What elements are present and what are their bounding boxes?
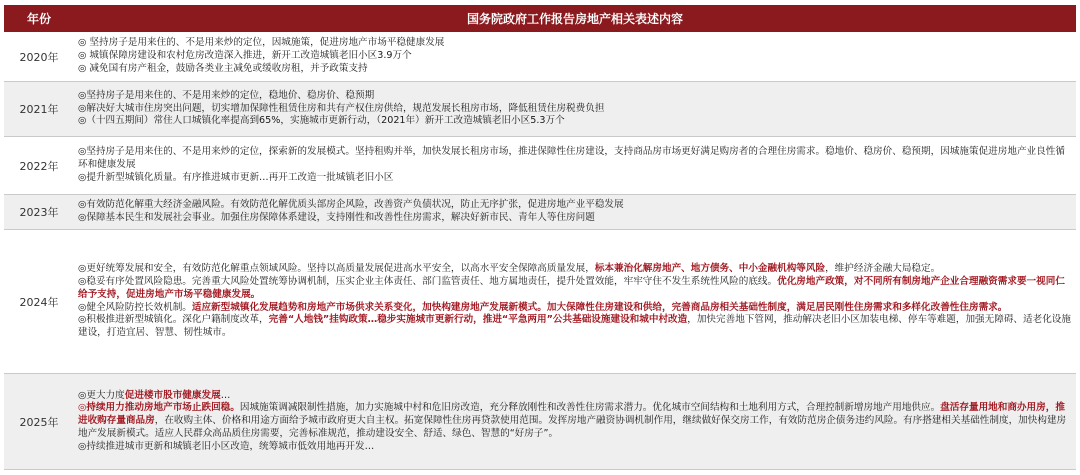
highlight-text: ◎持续用力推动房地产市场止跌回稳。 — [78, 402, 240, 414]
body-text: ◎持续推进城市更新和城镇老旧小区改造，统筹城市低效用地再开发… — [78, 440, 375, 452]
body-text: ◎稳妥有序处置风险隐患。完善重大风险处置统筹协调机制，压实企业主体责任、部门监管责任、地方属地责任，提升处置效能，牢牢守住不发生系统性风险的底线。 — [78, 275, 778, 287]
highlight-text: 标本兼治化解房地产、地方债务、中小金融机构等风险 — [594, 263, 826, 275]
header-content: 国务院政府工作报告房地产相关表述内容 — [466, 12, 683, 26]
body-text: … — [220, 389, 231, 401]
row-content — [74, 137, 1076, 194]
body-text: ◎坚持房子是用来住的、不是用来炒的定位，探索新的发展模式。坚持租购并举，加快发展长租房市场，推进保障性住房建设，支持商品房市场更好满足购房者的合理住房需求。稳地价、稳房价、稳预期，因城施策促进房地产业良性循环和健康发展 — [78, 146, 1065, 171]
content-paragraph — [78, 314, 1072, 340]
body-text: ◎积极推进新型城镇化。深化户籍制度改革， — [78, 314, 269, 326]
row-content — [74, 374, 1076, 469]
content-paragraph — [78, 390, 1072, 403]
table-row — [4, 137, 1076, 195]
content-paragraph — [78, 212, 1072, 225]
table-row — [4, 374, 1076, 470]
body-text: ◎更好统筹发展和安全，有效防范化解重点领域风险。坚持以高质量发展促进高水平安全，以高水平安全保障高质量发展， — [78, 263, 595, 275]
body-text: ，加快完善地下管网，推动解决老旧小区加装电梯、停车等难题，加强无障碍、适老化设施建设，打造宜居、智慧、韧性城市。 — [78, 314, 1071, 339]
body-text: ◎更大力度 — [78, 389, 125, 401]
content-paragraph — [78, 302, 1072, 315]
body-text: ◎解决好大城市住房突出问题，切实增加保障性租赁住房和共有产权住房供给，规范发展长租房市场，降低租赁住房税费负担 — [78, 102, 605, 114]
row-year: 2021年 — [19, 103, 59, 116]
body-text: ◎坚持房子是用来住的、不是用来炒的定位，稳地价、稳房价、稳预期 — [78, 89, 375, 101]
body-text: 因城施策调减限制性措施，加力实施城中村和危旧房改造，充分释放刚性和改善性住房需求潜力。优化城市空间结构和土地利用方式，合理控制新增房地产用地供应。 — [239, 402, 941, 414]
highlight-text: 完善“人地钱”挂钩政策…稳步实施城市更新行动，推进“平急两用”公共基础设施建设和城中村改造 — [268, 314, 688, 326]
table-body — [4, 32, 1076, 470]
content-paragraph — [78, 172, 1072, 185]
content-paragraph — [78, 115, 1072, 128]
table-row — [4, 195, 1076, 230]
table-header — [4, 5, 1076, 32]
table-row — [4, 32, 1076, 82]
body-text: ，在收购主体、价格和用途方面给予城市政府更大自主权。拓宽保障性住房再贷款使用范围。发挥房地产融资协调机制作用，继续做好保交房工作，有效防范房企债务违约风险。有序搭建相关基础性制度，加快构建房地产发展新模式。适应人民群众高品质住房需要，完善标准规范，推动建设安全、舒适、绿色、智慧的“好房子”。 — [78, 415, 1067, 439]
highlight-text: 优化房地产政策，对不同所有制房地产企业合理融资需求要一视同仁给予支持，促进房地产市场平稳健康发展。 — [78, 275, 1065, 300]
row-year: 2023年 — [19, 206, 59, 219]
content-paragraph — [78, 276, 1072, 302]
highlight-text: 适应新型城镇化发展趋势和房地产市场供求关系变化，加快构建房地产发展新模式。加大保障性住房建设和供给，完善商品房相关基础性制度，满足居民刚性住房需求和多样化改善性住房需求。 — [191, 301, 1008, 313]
body-text: ◎健全风险防控长效机制。 — [78, 301, 192, 313]
body-text: ◎保障基本民生和发展社会事业。加强住房保障体系建设，支持刚性和改善性住房需求，解决好新市民、青年人等住房问题 — [78, 212, 595, 223]
row-content — [74, 32, 1076, 81]
policy-table — [4, 5, 1076, 470]
row-year: 2025年 — [19, 415, 59, 429]
content-paragraph — [78, 199, 1072, 212]
content-paragraph — [78, 146, 1072, 172]
body-text: ，维护经济金融大局稳定。 — [825, 263, 941, 275]
row-content — [74, 195, 1076, 229]
table-row — [4, 230, 1076, 374]
content-paragraph — [78, 441, 1072, 454]
content-paragraph — [78, 50, 1072, 63]
body-text: ◎ 减免国有房产租金，鼓励各类业主减免或缓收房租，并予政策支持 — [78, 62, 368, 74]
content-paragraph — [78, 402, 1072, 440]
content-paragraph — [78, 37, 1072, 50]
body-text: ◎ 坚持房子是用来住的、不是用来炒的定位，因城施策，促进房地产市场平稳健康发展 — [78, 37, 445, 49]
row-content — [74, 230, 1076, 373]
highlight-text: 盘活存量用地和商办用房，推进收购存量商品房 — [78, 402, 1065, 427]
body-text: ◎有效防范化解重大经济金融风险。有效防范化解优质头部房企风险，改善资产负债状况，防止无序扩张，促进房地产业平稳发展 — [78, 199, 624, 211]
highlight-text: 促进楼市股市健康发展 — [124, 389, 221, 401]
body-text: ◎ 城镇保障房建设和农村危房改造深入推进，新开工改造城镇老旧小区3.9万个 — [78, 50, 412, 62]
header-year: 年份 — [26, 12, 51, 26]
row-year: 2022年 — [19, 159, 59, 173]
row-content — [74, 82, 1076, 136]
body-text: ◎（十四五期间）常住人口城镇化率提高到65%，实施城市更新行动，（2021年）新开工改造城镇老旧小区5.3万个 — [78, 115, 565, 127]
content-paragraph — [78, 90, 1072, 103]
body-text: ◎提升新型城镇化质量。有序推进城市更新…再开工改造一批城镇老旧小区 — [78, 171, 394, 183]
table-row — [4, 82, 1076, 137]
row-year: 2020年 — [19, 50, 59, 64]
content-paragraph — [78, 63, 1072, 76]
content-paragraph — [78, 103, 1072, 116]
row-year: 2024年 — [19, 295, 59, 309]
content-paragraph — [78, 263, 1072, 276]
